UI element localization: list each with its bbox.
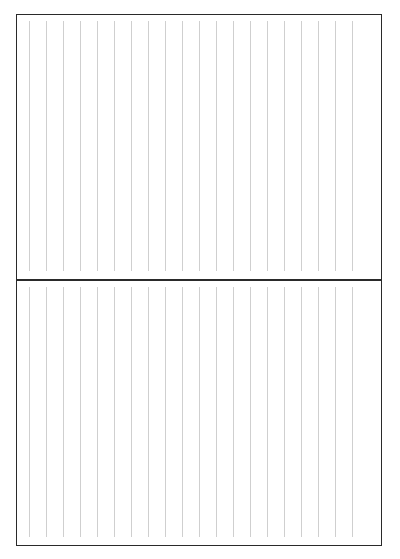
bottom-text-column	[148, 287, 165, 537]
right-margin-text	[386, 14, 400, 546]
top-text-column	[182, 21, 199, 271]
top-text-column	[233, 21, 250, 271]
page-frame	[16, 14, 382, 546]
top-text-column	[46, 21, 63, 271]
top-text-column	[148, 21, 165, 271]
bottom-text-column	[63, 287, 80, 537]
top-text-column	[199, 21, 216, 271]
top-text-column	[216, 21, 233, 271]
bottom-text-column	[29, 287, 46, 537]
top-text-column	[114, 21, 131, 271]
top-text-column	[80, 21, 97, 271]
top-text-column	[250, 21, 267, 271]
bottom-text-column	[182, 287, 199, 537]
bottom-text-column	[318, 287, 335, 537]
top-text-column	[301, 21, 318, 271]
bottom-text-column	[114, 287, 131, 537]
top-text-column	[63, 21, 80, 271]
top-text-column	[131, 21, 148, 271]
bottom-text-column	[233, 287, 250, 537]
top-text-column	[318, 21, 335, 271]
bottom-text-column	[165, 287, 182, 537]
top-half	[17, 15, 381, 281]
top-text-column	[97, 21, 114, 271]
bottom-text-column	[199, 287, 216, 537]
bottom-text-column	[250, 287, 267, 537]
bottom-text-column	[335, 287, 352, 537]
top-text-column	[29, 21, 46, 271]
top-text-column	[165, 21, 182, 271]
bottom-text-column	[352, 287, 369, 537]
top-text-column	[335, 21, 352, 271]
top-text-column	[352, 21, 369, 271]
bottom-text-column	[46, 287, 63, 537]
bottom-text-column	[216, 287, 233, 537]
bottom-text-column	[80, 287, 97, 537]
bottom-text-column	[284, 287, 301, 537]
bottom-text-column	[301, 287, 318, 537]
left-margin-text	[0, 14, 14, 546]
bottom-half	[17, 281, 381, 547]
bottom-text-column	[131, 287, 148, 537]
bottom-text-column	[267, 287, 284, 537]
top-text-column	[284, 21, 301, 271]
bottom-text-column	[97, 287, 114, 537]
top-text-column	[267, 21, 284, 271]
